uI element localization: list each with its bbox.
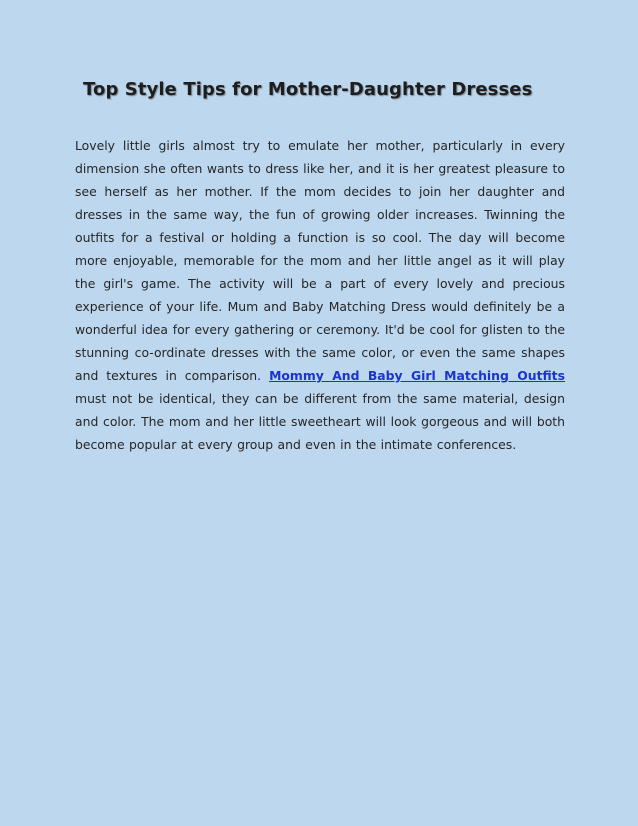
document-title: Top Style Tips for Mother-Daughter Dresses [83,79,533,100]
matching-outfits-link[interactable]: Mommy And Baby Girl Matching Outfits [269,368,565,383]
body-paragraph [75,134,565,456]
paragraph-text-after-link: must not be identical, they can be different from the same material, design and color. The mom and her little sweetheart will look gorgeous and will both become popular at every group and even in the intimate conferences. [75,391,565,452]
paragraph-text-before-link: Lovely little girls almost try to emulate her mother, particularly in every dimension she often wants to dress like her, and it is her greatest pleasure to see herself as her mother. If the mom decides to join her daughter and dresses in the same way, the fun of growing older increases. Twinning the outfits for a festival or holding a function is so cool. The day will become more enjoyable, memorable for the mom and her little angel as it will play the girl's game. The activity will be a part of every lovely and precious experience of your life. Mum and Baby Matching Dress would definitely be a wonderful idea for every gathering or ceremony. It'd be cool for glisten to the stunning co-ordinate dresses with the same color, or even the same shapes and textures in comparison. [75,138,565,383]
